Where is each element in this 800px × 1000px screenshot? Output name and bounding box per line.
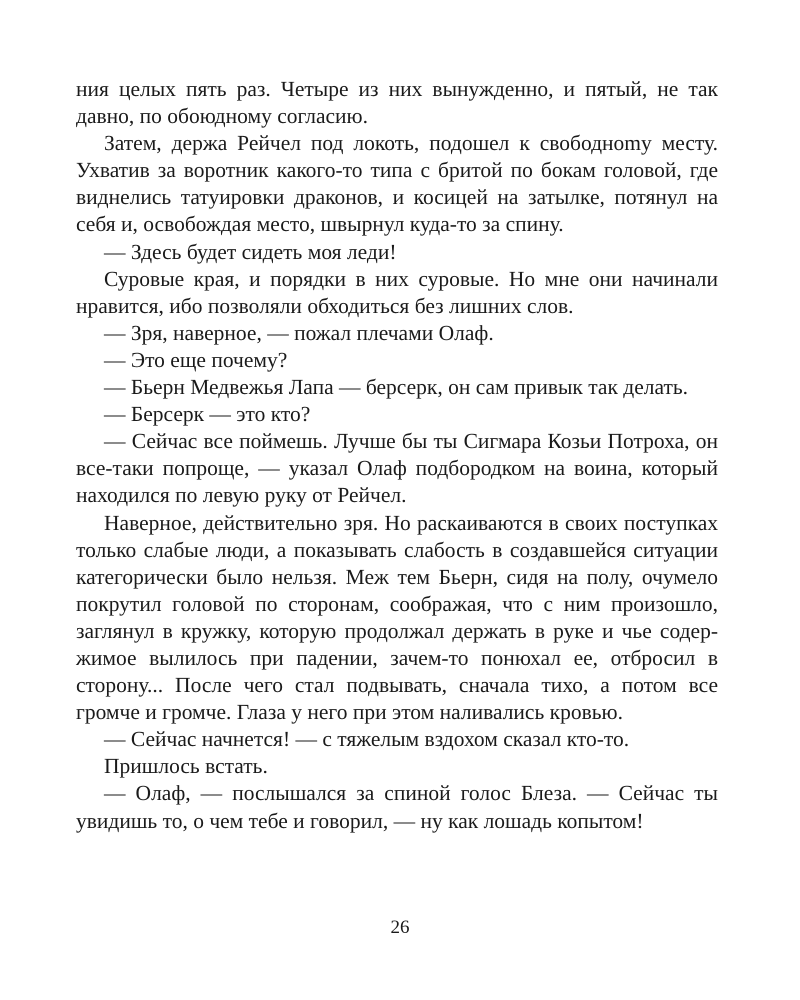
dialogue-line: — Здесь будет сидеть моя леди! xyxy=(104,239,397,264)
paragraph: Наверное, действительно зря. Но раскаиваются в своих поступках только слабые люди, а показывать слабость в создавшейся ситуации категорически было нельзя. Меж тем Бьерн, сидя на полу, очумело покрутил головой по сторонам, соображая, что с ним произошло, заглянул в кружку, которую продолжал держать в руке и чье содержимое вылилось при падении, зачем-то понюхал ее, отбросил в сторону... После чего стал подвывать, сначала тихо, а потом все громче и громче. Глаза у него при этом наливались кровью. xyxy=(76,510,718,725)
dialogue-line: — Это еще почему? xyxy=(104,347,288,372)
dialogue-line: — Сейчас начнется! — с тяжелым вздохом сказал кто-то. xyxy=(104,727,630,752)
paragraph-continuation: ния целых пять раз. Четыре из них вынужденно, и пятый, не так давно, по обоюдному согласию. xyxy=(76,77,718,129)
dialogue-line: — Берсерк — это кто? xyxy=(104,402,311,427)
dialogue-line: — Бьерн Медвежья Лапа — берсерк, он сам привык так делать. xyxy=(104,375,689,400)
page-body-text xyxy=(76,76,718,835)
page-number: 26 xyxy=(390,917,410,938)
paragraph: Пришлось встать. xyxy=(104,754,268,779)
dialogue-line: — Олаф, — послышался за спиной голос Блеза. — Сейчас ты увидишь то, о чем тебе и говорил, — ну как лошадь копытом! xyxy=(76,781,718,833)
paragraph: Суровые края, и порядки в них суровые. Но мне они начинали нравится, ибо позволяли обходиться без лишних слов. xyxy=(76,266,718,318)
paragraph: Затем, держа Рейчел под локоть, подошел к свободноmу месту. Ухватив за воротник какого-то типа с бритой по бокам головой, где виднелись татуировки драконов, и косицей на затылке, потянул на себя и, освобождая место, швырнул куда-то за спину. xyxy=(76,131,718,237)
dialogue-line: — Зря, наверное, — пожал плечами Олаф. xyxy=(104,320,494,345)
dialogue-line: — Сейчас все поймешь. Лучше бы ты Сигмара Козьи Потроха, он все-таки попроще, — указал Олаф подбородком на воина, который находился по левую руку от Рейчел. xyxy=(76,429,718,508)
